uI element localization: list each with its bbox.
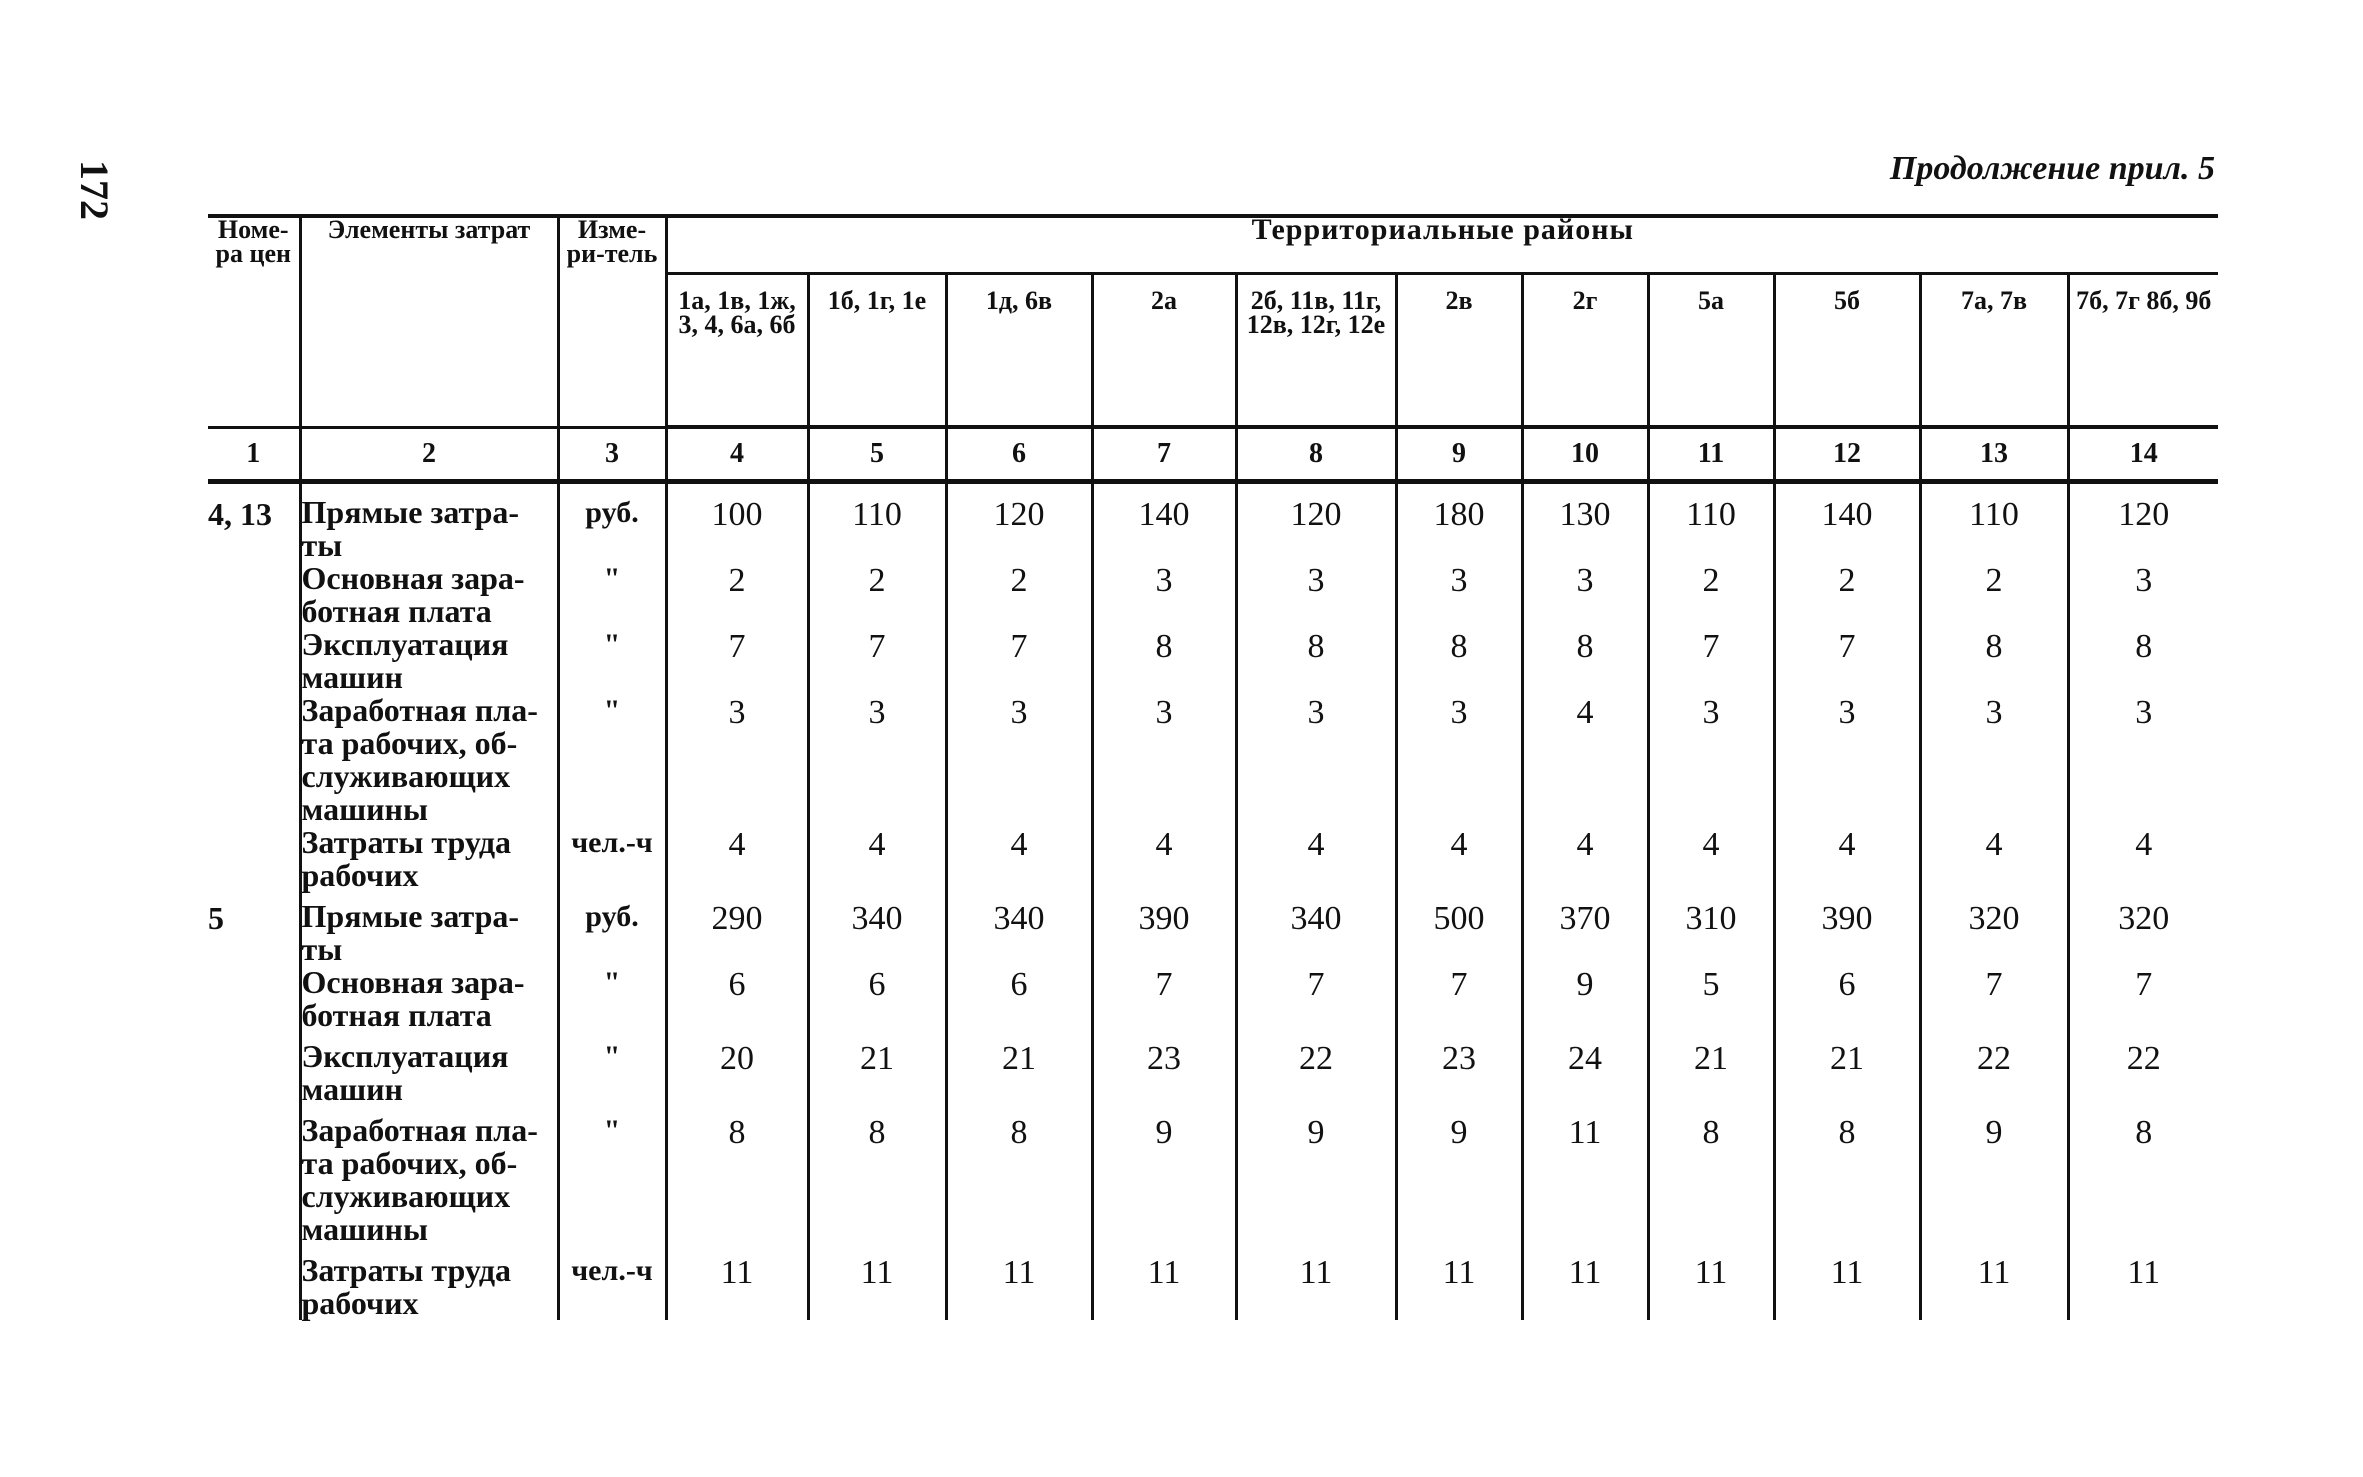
cost-table bbox=[208, 214, 2218, 1320]
header-region: 1а, 1в, 1ж, 3, 4, 6а, 6б bbox=[666, 274, 808, 428]
value-cell: 20 bbox=[666, 1040, 808, 1114]
column-number: 7 bbox=[1092, 427, 1236, 482]
table-row bbox=[208, 628, 2218, 694]
header-region: 1б, 1г, 1е bbox=[808, 274, 946, 428]
price-number-cell bbox=[208, 1114, 300, 1254]
value-cell: 4 bbox=[666, 826, 808, 900]
value-cell: 2 bbox=[808, 562, 946, 628]
value-cell: 310 bbox=[1648, 900, 1774, 966]
column-number: 8 bbox=[1236, 427, 1396, 482]
value-cell: 3 bbox=[1092, 562, 1236, 628]
value-cell: 320 bbox=[1920, 900, 2068, 966]
value-cell: 9 bbox=[1236, 1114, 1396, 1254]
price-number-cell bbox=[208, 562, 300, 628]
value-cell: 11 bbox=[1648, 1254, 1774, 1320]
value-cell: 370 bbox=[1522, 900, 1648, 966]
header-region: 7а, 7в bbox=[1920, 274, 2068, 428]
header-unit: Изме-ри-тель bbox=[558, 216, 666, 427]
value-cell: 120 bbox=[2068, 482, 2218, 563]
column-number: 1 bbox=[208, 427, 300, 482]
table-row bbox=[208, 562, 2218, 628]
price-number-cell: 4, 13 bbox=[208, 482, 300, 563]
value-cell: 7 bbox=[666, 628, 808, 694]
value-cell: 110 bbox=[1648, 482, 1774, 563]
value-cell: 11 bbox=[1522, 1254, 1648, 1320]
value-cell: 140 bbox=[1774, 482, 1920, 563]
column-number: 9 bbox=[1396, 427, 1522, 482]
header-regions-group: Территориальные районы bbox=[666, 216, 2218, 274]
value-cell: 4 bbox=[2068, 826, 2218, 900]
value-cell: 7 bbox=[1236, 966, 1396, 1040]
value-cell: 4 bbox=[1092, 826, 1236, 900]
cost-element-cell: Заработная пла-та рабочих, об-служивающих машины bbox=[300, 1114, 558, 1254]
value-cell: 3 bbox=[1396, 562, 1522, 628]
column-number: 2 bbox=[300, 427, 558, 482]
value-cell: 2 bbox=[666, 562, 808, 628]
value-cell: 4 bbox=[1920, 826, 2068, 900]
header-region: 2в bbox=[1396, 274, 1522, 428]
value-cell: 320 bbox=[2068, 900, 2218, 966]
cost-element-cell: Затраты труда рабочих bbox=[300, 1254, 558, 1320]
price-number-cell bbox=[208, 826, 300, 900]
table-row bbox=[208, 482, 2218, 563]
value-cell: 8 bbox=[1920, 628, 2068, 694]
unit-cell: руб. bbox=[558, 482, 666, 563]
value-cell: 390 bbox=[1092, 900, 1236, 966]
page-number: 172 bbox=[72, 160, 117, 220]
value-cell: 3 bbox=[1648, 694, 1774, 826]
value-cell: 340 bbox=[1236, 900, 1396, 966]
table-row bbox=[208, 1254, 2218, 1320]
value-cell: 22 bbox=[1920, 1040, 2068, 1114]
unit-cell: руб. bbox=[558, 900, 666, 966]
header-region: 5а bbox=[1648, 274, 1774, 428]
value-cell: 9 bbox=[1092, 1114, 1236, 1254]
continuation-label: Продолжение прил. 5 bbox=[1889, 150, 2215, 187]
value-cell: 22 bbox=[2068, 1040, 2218, 1114]
header-region: 7б, 7г 8б, 9б bbox=[2068, 274, 2218, 428]
column-number: 11 bbox=[1648, 427, 1774, 482]
column-number: 4 bbox=[666, 427, 808, 482]
value-cell: 24 bbox=[1522, 1040, 1648, 1114]
value-cell: 8 bbox=[2068, 1114, 2218, 1254]
header-region: 2б, 11в, 11г, 12в, 12г, 12е bbox=[1236, 274, 1396, 428]
value-cell: 7 bbox=[2068, 966, 2218, 1040]
value-cell: 7 bbox=[1774, 628, 1920, 694]
value-cell: 8 bbox=[1396, 628, 1522, 694]
price-number-cell bbox=[208, 1040, 300, 1114]
value-cell: 3 bbox=[1522, 562, 1648, 628]
value-cell: 6 bbox=[946, 966, 1092, 1040]
column-number: 14 bbox=[2068, 427, 2218, 482]
column-number: 5 bbox=[808, 427, 946, 482]
value-cell: 22 bbox=[1236, 1040, 1396, 1114]
value-cell: 23 bbox=[1396, 1040, 1522, 1114]
value-cell: 7 bbox=[1648, 628, 1774, 694]
cost-element-cell: Основная зара-ботная плата bbox=[300, 966, 558, 1040]
cost-element-cell: Прямые затра-ты bbox=[300, 900, 558, 966]
value-cell: 4 bbox=[1774, 826, 1920, 900]
cost-element-cell: Эксплуатация машин bbox=[300, 628, 558, 694]
value-cell: 3 bbox=[808, 694, 946, 826]
value-cell: 8 bbox=[1648, 1114, 1774, 1254]
value-cell: 4 bbox=[1522, 694, 1648, 826]
unit-cell: " bbox=[558, 694, 666, 826]
column-number: 12 bbox=[1774, 427, 1920, 482]
value-cell: 3 bbox=[1236, 694, 1396, 826]
value-cell: 8 bbox=[808, 1114, 946, 1254]
value-cell: 4 bbox=[808, 826, 946, 900]
value-cell: 8 bbox=[1092, 628, 1236, 694]
value-cell: 11 bbox=[1092, 1254, 1236, 1320]
value-cell: 5 bbox=[1648, 966, 1774, 1040]
value-cell: 21 bbox=[1774, 1040, 1920, 1114]
column-number: 10 bbox=[1522, 427, 1648, 482]
unit-cell: " bbox=[558, 1114, 666, 1254]
value-cell: 340 bbox=[808, 900, 946, 966]
price-number-cell bbox=[208, 694, 300, 826]
header-region: 2г bbox=[1522, 274, 1648, 428]
value-cell: 4 bbox=[946, 826, 1092, 900]
value-cell: 6 bbox=[808, 966, 946, 1040]
value-cell: 130 bbox=[1522, 482, 1648, 563]
price-number-cell bbox=[208, 966, 300, 1040]
header-region: 1д, 6в bbox=[946, 274, 1092, 428]
value-cell: 4 bbox=[1236, 826, 1396, 900]
value-cell: 180 bbox=[1396, 482, 1522, 563]
value-cell: 7 bbox=[808, 628, 946, 694]
value-cell: 3 bbox=[2068, 562, 2218, 628]
value-cell: 11 bbox=[1522, 1114, 1648, 1254]
column-number: 6 bbox=[946, 427, 1092, 482]
table-row bbox=[208, 826, 2218, 900]
value-cell: 3 bbox=[666, 694, 808, 826]
unit-cell: чел.-ч bbox=[558, 1254, 666, 1320]
cost-element-cell: Основная зара-ботная плата bbox=[300, 562, 558, 628]
value-cell: 110 bbox=[808, 482, 946, 563]
table-row bbox=[208, 1114, 2218, 1254]
unit-cell: " bbox=[558, 1040, 666, 1114]
value-cell: 140 bbox=[1092, 482, 1236, 563]
value-cell: 8 bbox=[1522, 628, 1648, 694]
header-region: 2а bbox=[1092, 274, 1236, 428]
price-number-cell: 5 bbox=[208, 900, 300, 966]
table-row bbox=[208, 900, 2218, 966]
value-cell: 3 bbox=[1774, 694, 1920, 826]
value-cell: 2 bbox=[1774, 562, 1920, 628]
value-cell: 4 bbox=[1396, 826, 1522, 900]
value-cell: 100 bbox=[666, 482, 808, 563]
value-cell: 340 bbox=[946, 900, 1092, 966]
value-cell: 110 bbox=[1920, 482, 2068, 563]
table-row bbox=[208, 966, 2218, 1040]
value-cell: 120 bbox=[946, 482, 1092, 563]
unit-cell: " bbox=[558, 966, 666, 1040]
value-cell: 21 bbox=[946, 1040, 1092, 1114]
value-cell: 500 bbox=[1396, 900, 1522, 966]
table-row bbox=[208, 1040, 2218, 1114]
value-cell: 6 bbox=[666, 966, 808, 1040]
cost-element-cell: Заработная пла-та рабочих, об-служивающих машины bbox=[300, 694, 558, 826]
value-cell: 3 bbox=[1092, 694, 1236, 826]
cost-element-cell: Эксплуатация машин bbox=[300, 1040, 558, 1114]
value-cell: 6 bbox=[1774, 966, 1920, 1040]
value-cell: 2 bbox=[1920, 562, 2068, 628]
value-cell: 11 bbox=[1774, 1254, 1920, 1320]
value-cell: 3 bbox=[1920, 694, 2068, 826]
value-cell: 11 bbox=[946, 1254, 1092, 1320]
value-cell: 2 bbox=[1648, 562, 1774, 628]
value-cell: 11 bbox=[2068, 1254, 2218, 1320]
value-cell: 3 bbox=[2068, 694, 2218, 826]
unit-cell: чел.-ч bbox=[558, 826, 666, 900]
value-cell: 3 bbox=[946, 694, 1092, 826]
value-cell: 8 bbox=[2068, 628, 2218, 694]
price-number-cell bbox=[208, 1254, 300, 1320]
value-cell: 3 bbox=[1396, 694, 1522, 826]
value-cell: 290 bbox=[666, 900, 808, 966]
header-elements: Элементы затрат bbox=[300, 216, 558, 427]
price-number-cell bbox=[208, 628, 300, 694]
column-number: 3 bbox=[558, 427, 666, 482]
value-cell: 390 bbox=[1774, 900, 1920, 966]
value-cell: 11 bbox=[808, 1254, 946, 1320]
value-cell: 21 bbox=[1648, 1040, 1774, 1114]
value-cell: 21 bbox=[808, 1040, 946, 1114]
unit-cell: " bbox=[558, 628, 666, 694]
value-cell: 8 bbox=[946, 1114, 1092, 1254]
header-region: 5б bbox=[1774, 274, 1920, 428]
table-row bbox=[208, 694, 2218, 826]
value-cell: 9 bbox=[1396, 1114, 1522, 1254]
value-cell: 8 bbox=[1236, 628, 1396, 694]
value-cell: 23 bbox=[1092, 1040, 1236, 1114]
value-cell: 7 bbox=[1092, 966, 1236, 1040]
header-price-number: Номе-ра цен bbox=[208, 216, 300, 427]
value-cell: 3 bbox=[1236, 562, 1396, 628]
cost-element-cell: Затраты труда рабочих bbox=[300, 826, 558, 900]
value-cell: 7 bbox=[1396, 966, 1522, 1040]
value-cell: 11 bbox=[1396, 1254, 1522, 1320]
cost-element-cell: Прямые затра-ты bbox=[300, 482, 558, 563]
value-cell: 8 bbox=[1774, 1114, 1920, 1254]
value-cell: 2 bbox=[946, 562, 1092, 628]
value-cell: 4 bbox=[1522, 826, 1648, 900]
value-cell: 11 bbox=[1236, 1254, 1396, 1320]
value-cell: 4 bbox=[1648, 826, 1774, 900]
value-cell: 11 bbox=[1920, 1254, 2068, 1320]
value-cell: 9 bbox=[1522, 966, 1648, 1040]
value-cell: 11 bbox=[666, 1254, 808, 1320]
value-cell: 7 bbox=[946, 628, 1092, 694]
value-cell: 120 bbox=[1236, 482, 1396, 563]
value-cell: 9 bbox=[1920, 1114, 2068, 1254]
unit-cell: " bbox=[558, 562, 666, 628]
value-cell: 8 bbox=[666, 1114, 808, 1254]
value-cell: 7 bbox=[1920, 966, 2068, 1040]
column-number: 13 bbox=[1920, 427, 2068, 482]
